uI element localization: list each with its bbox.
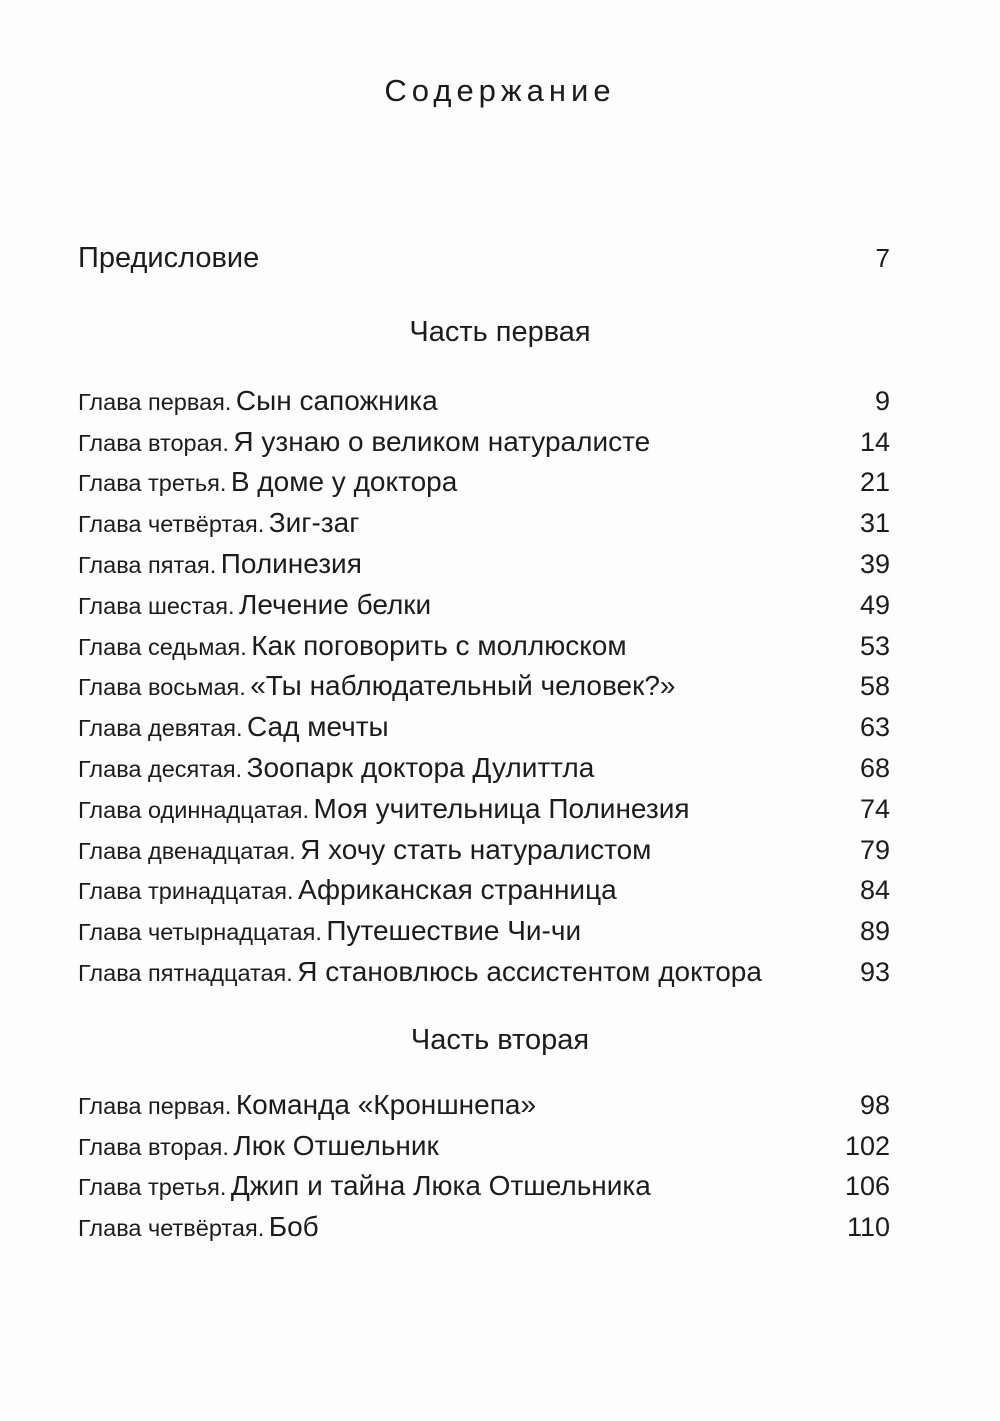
chapter-label: [78, 748, 830, 794]
chapter-label: [78, 911, 830, 957]
chapter-prefix: Глава шестая.: [78, 592, 235, 619]
toc-row: [0, 870, 1000, 911]
chapter-prefix: Глава седьмая.: [78, 633, 247, 660]
chapter-label: [78, 1085, 830, 1131]
chapter-label: [78, 1166, 830, 1212]
page-number: 63: [859, 712, 890, 743]
chapter-title: Лечение белки: [238, 588, 432, 620]
page-number: 102: [844, 1130, 890, 1161]
chapter-label: [78, 1126, 830, 1172]
page-number: 21: [859, 467, 890, 498]
chapter-label: [78, 422, 830, 468]
toc-row: [0, 462, 1000, 503]
page-number: 68: [859, 752, 890, 783]
chapter-title: Боб: [268, 1211, 319, 1243]
page-number: 14: [859, 426, 890, 457]
chapter-title: Команда «Кроншнепа»: [235, 1088, 537, 1120]
part-two-heading: Часть вторая: [410, 1023, 590, 1056]
chapter-prefix: Глава тринадцатая.: [78, 878, 294, 905]
chapter-title: Сад мечты: [247, 711, 389, 743]
part-two-rows: [0, 1085, 1000, 1248]
chapter-prefix: Глава третья.: [78, 1174, 227, 1201]
chapter-label: [78, 381, 830, 427]
preface-row: [0, 238, 1000, 279]
chapter-label: [78, 707, 830, 753]
chapter-label: [78, 544, 830, 590]
chapter-prefix: Глава вторая.: [78, 1133, 229, 1160]
chapter-label: [78, 870, 830, 916]
toc-row: [0, 585, 1000, 626]
page-number: 106: [844, 1171, 890, 1202]
chapter-prefix: Глава четвёртая.: [78, 511, 265, 538]
page-number: 84: [859, 875, 890, 906]
part-one-rows: [0, 381, 1000, 993]
preface-label: Предисловие: [78, 242, 260, 274]
chapter-prefix: Глава двенадцатая.: [78, 837, 296, 864]
chapter-title: Как поговорить с моллюском: [251, 629, 627, 661]
chapter-prefix: Глава первая.: [78, 388, 232, 415]
chapter-title: Моя учительница Полинезия: [313, 792, 690, 824]
chapter-label: [78, 1207, 830, 1253]
page-number: 9: [874, 385, 890, 416]
chapter-title: Путешествие Чи-чи: [326, 915, 582, 947]
chapter-title: Зоопарк доктора Дулиттла: [246, 751, 595, 783]
page-number: 31: [859, 508, 890, 539]
chapter-title: Я узнаю о великом натуралисте: [233, 425, 651, 457]
chapter-label: [78, 585, 830, 631]
chapter-prefix: Глава пятая.: [78, 551, 217, 578]
toc-row: [0, 1166, 1000, 1207]
chapter-prefix: Глава одиннадцатая.: [78, 796, 309, 823]
chapter-title: Африканская странница: [298, 874, 617, 906]
page-number: 79: [859, 834, 890, 865]
chapter-title: Сын сапожника: [235, 384, 438, 416]
chapter-title: Полинезия: [220, 547, 362, 579]
chapter-prefix: Глава десятая.: [78, 755, 243, 782]
chapter-label: [78, 626, 830, 672]
toc-row: [0, 707, 1000, 748]
chapter-label: [78, 952, 830, 998]
page-number: 110: [846, 1212, 890, 1243]
page-number: 98: [859, 1089, 890, 1120]
toc-row: [0, 422, 1000, 463]
chapter-prefix: Глава пятнадцатая.: [78, 959, 293, 986]
chapter-prefix: Глава вторая.: [78, 429, 229, 456]
toc-row: [0, 830, 1000, 871]
page-number: 89: [859, 916, 890, 947]
chapter-prefix: Глава третья.: [78, 470, 227, 497]
part-one-heading: Часть первая: [409, 315, 591, 348]
chapter-prefix: Глава первая.: [78, 1092, 232, 1119]
chapter-title: В доме у доктора: [230, 466, 458, 498]
chapter-label: [78, 830, 830, 876]
toc-row: [0, 626, 1000, 667]
toc-row: [0, 911, 1000, 952]
chapter-label: [78, 789, 830, 835]
preface-page-number: 7: [875, 243, 890, 273]
toc-row: [0, 544, 1000, 585]
chapter-prefix: Глава четырнадцатая.: [78, 919, 322, 946]
toc-row: [0, 503, 1000, 544]
chapter-title: Я становлюсь ассистентом доктора: [297, 955, 762, 987]
page-number: 39: [859, 548, 890, 579]
chapter-title: Джип и тайна Люка Отшельника: [230, 1170, 651, 1202]
chapter-title: Я хочу стать натуралистом: [300, 833, 652, 865]
chapter-prefix: Глава четвёртая.: [78, 1215, 265, 1242]
toc-page: [0, 72, 1000, 1421]
chapter-title: Люк Отшельник: [233, 1129, 439, 1161]
toc-row: [0, 381, 1000, 422]
toc-row: [0, 666, 1000, 707]
toc-row: [0, 1207, 1000, 1248]
toc-row: [0, 789, 1000, 830]
page-number: 53: [859, 630, 890, 661]
chapter-title: Зиг-заг: [268, 507, 360, 539]
page-number: 58: [859, 671, 890, 702]
chapter-label: [78, 462, 830, 508]
page-number: 49: [859, 589, 890, 620]
toc-row: [0, 1085, 1000, 1126]
chapter-prefix: Глава девятая.: [78, 715, 243, 742]
toc-row: [0, 1126, 1000, 1167]
chapter-title: «Ты наблюдательный человек?»: [250, 670, 676, 702]
chapter-label: [78, 666, 830, 712]
toc-row: [0, 748, 1000, 789]
page-number: 93: [859, 956, 890, 987]
toc-row: [0, 952, 1000, 993]
page-title: Содержание: [384, 73, 616, 108]
chapter-label: [78, 503, 830, 549]
page-number: 74: [859, 793, 890, 824]
chapter-prefix: Глава восьмая.: [78, 674, 246, 701]
